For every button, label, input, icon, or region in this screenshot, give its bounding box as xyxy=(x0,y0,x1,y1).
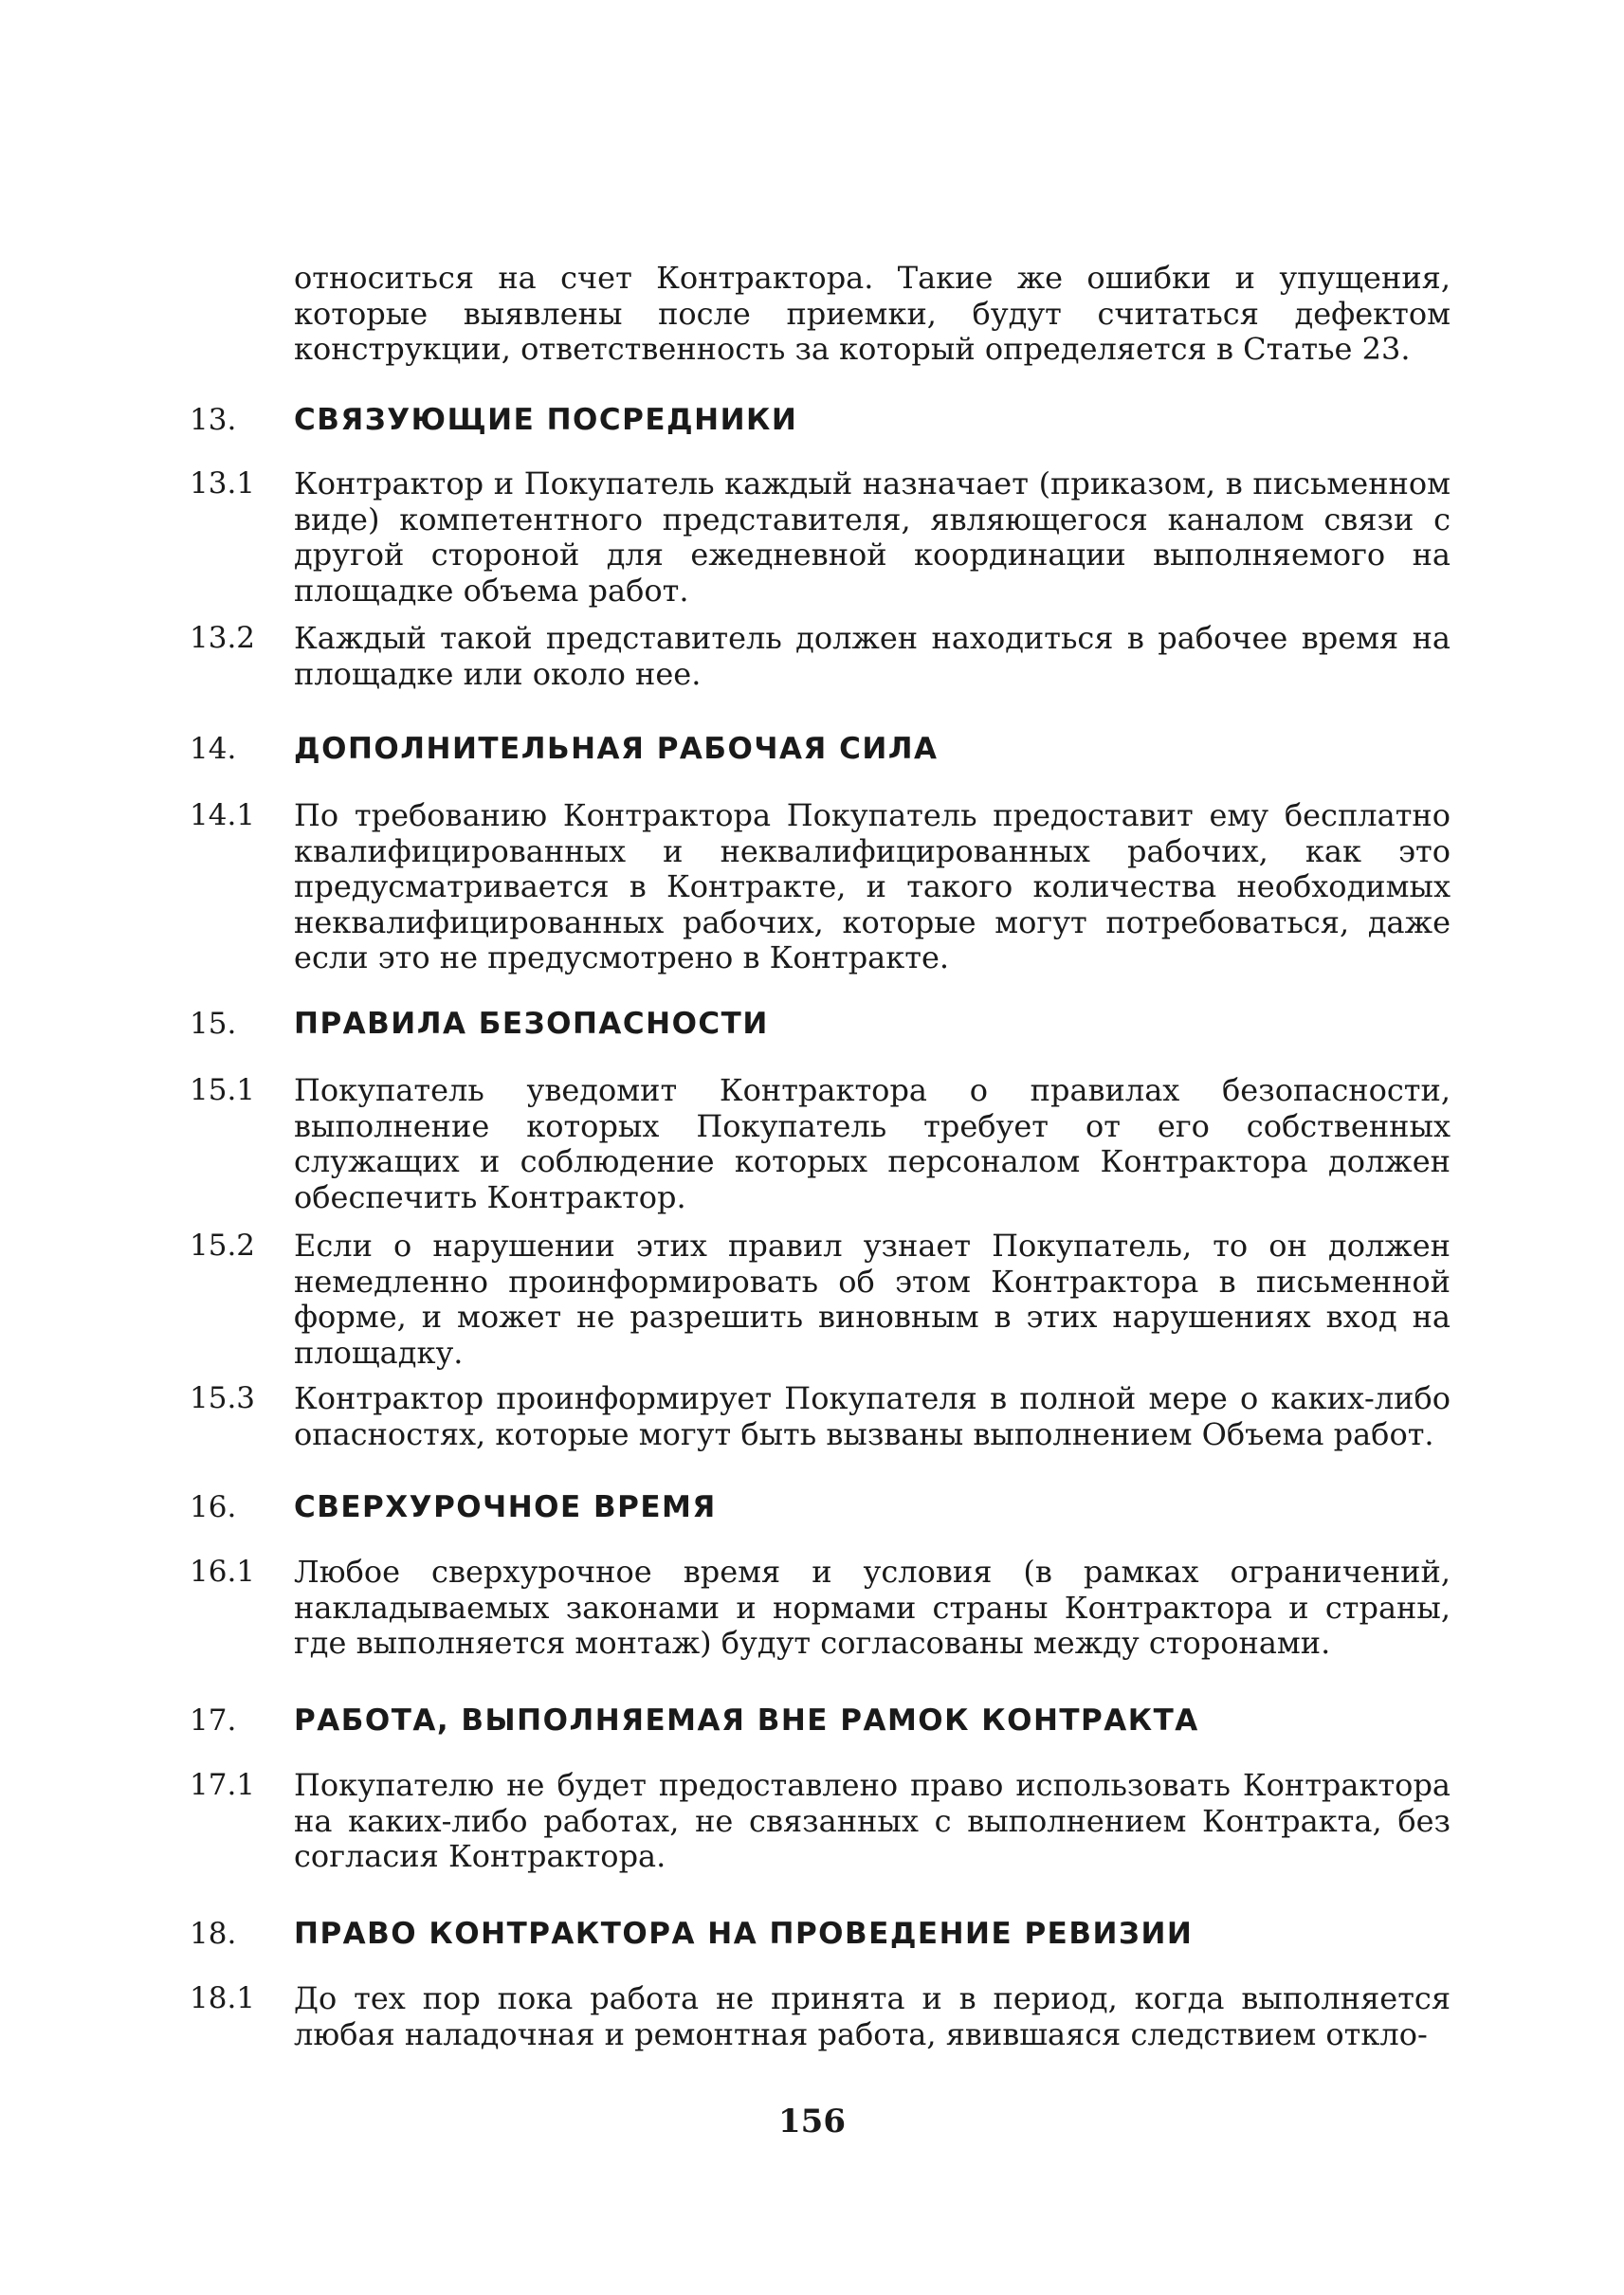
section-heading-17 xyxy=(0,1702,1624,1739)
section-title: СВЕРХУРОЧНОЕ ВРЕМЯ xyxy=(294,1490,717,1524)
section-number: 15. xyxy=(190,1007,237,1041)
clause-text: Если о нарушении этих правил узнает Покупатель, то он должен немедленно проинформировать об этом Контрактора в письменной форме, и может не разрешить виновным в этих нарушениях вход на площадку. xyxy=(294,1228,1451,1371)
clause-number: 18.1 xyxy=(190,1981,256,2015)
clause-number: 15.2 xyxy=(190,1229,256,1263)
page-number: 156 xyxy=(778,2103,846,2140)
section-title: ДОПОЛНИТЕЛЬНАЯ РАБОЧАЯ СИЛА xyxy=(294,732,939,766)
section-number: 17. xyxy=(190,1703,237,1738)
clause-text: До тех пор пока работа не принята и в период, когда выполняется любая наладочная и ремонтная работа, явившаяся следствием откло- xyxy=(294,1980,1451,2052)
clause-number: 13.1 xyxy=(190,466,256,501)
section-heading-16 xyxy=(0,1488,1624,1526)
clause-text: Контрактор и Покупатель каждый назначает (приказом, в письменном виде) компетентного представителя, являющегося каналом связи с другой стороной для ежедневной координации выполняемого на площадке объема работ. xyxy=(294,465,1451,609)
clause-number: 16.1 xyxy=(190,1555,256,1589)
clause-text: Любое сверхурочное время и условия (в рамках ограничений, накладываемых законами и нормами страны Контрактора и страны, где выполняется монтаж) будут согласованы между сторонами. xyxy=(294,1554,1451,1661)
section-heading-13 xyxy=(0,401,1624,439)
section-number: 18. xyxy=(190,1917,237,1951)
section-number: 16. xyxy=(190,1490,237,1524)
section-title: РАБОТА, ВЫПОЛНЯЕМАЯ ВНЕ РАМОК КОНТРАКТА xyxy=(294,1703,1199,1738)
section-number: 14. xyxy=(190,732,237,766)
clause-number: 15.1 xyxy=(190,1073,256,1107)
clause-number: 15.3 xyxy=(190,1381,256,1415)
section-title: ПРАВИЛА БЕЗОПАСНОСТИ xyxy=(294,1007,769,1041)
clause-number: 17.1 xyxy=(190,1768,256,1802)
clause-text: По требованию Контрактора Покупатель предоставит ему бесплатно квалифицированных и неквалифицированных рабочих, как это предусматривается в Контракте, и такого количества необходимых неквалифицированных рабочих, которые могут потребоваться, даже если это не предусмотрено в Контракте. xyxy=(294,797,1451,975)
clause-text: Покупатель уведомит Контрактора о правилах безопасности, выполнение которых Покупатель требует от его собственных служащих и соблюдение которых персоналом Контрактора должен обеспечить Контрактор. xyxy=(294,1072,1451,1215)
clause-text: Покупателю не будет предоставлено право использовать Контрактора на каких-либо работах, не связанных с выполнением Контракта, без согласия Контрактора. xyxy=(294,1767,1451,1874)
section-number: 13. xyxy=(190,403,237,437)
clause-number: 14.1 xyxy=(190,798,256,832)
clause-text: Каждый такой представитель должен находиться в рабочее время на площадке или около нее. xyxy=(294,620,1451,692)
section-title: ПРАВО КОНТРАКТОРА НА ПРОВЕДЕНИЕ РЕВИЗИИ xyxy=(294,1917,1194,1951)
clause-text: Контрактор проинформирует Покупателя в полной мере о каких-либо опасностях, которые могут быть вызваны выполнением Объема работ. xyxy=(294,1380,1451,1452)
section-heading-18 xyxy=(0,1915,1624,1953)
section-title: СВЯЗУЮЩИЕ ПОСРЕДНИКИ xyxy=(294,403,798,437)
section-heading-14 xyxy=(0,730,1624,768)
clause-number: 13.2 xyxy=(190,621,256,655)
section-heading-15 xyxy=(0,1005,1624,1043)
intro-paragraph: относиться на счет Контрактора. Такие же ошибки и упущения, которые выявлены после приемки, будут считаться дефектом конструкции, ответственность за который определяется в Статье 23. xyxy=(294,260,1451,367)
